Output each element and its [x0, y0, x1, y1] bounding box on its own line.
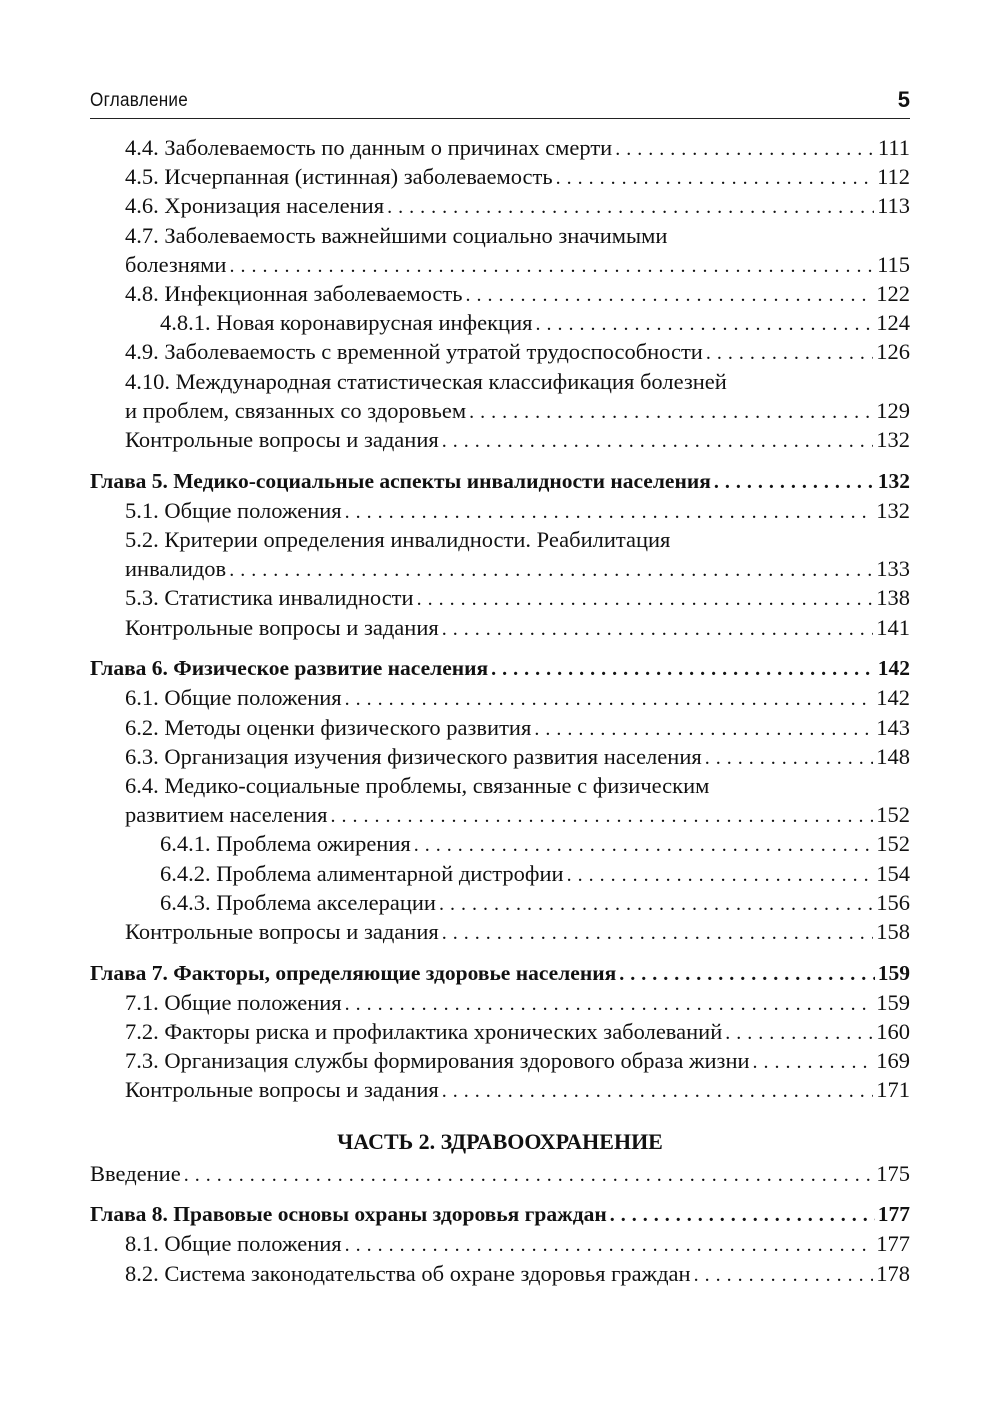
toc-entry-page: 152 [876, 802, 910, 828]
toc-entry[interactable] [90, 1046, 910, 1075]
toc-entry[interactable] [90, 221, 910, 250]
toc-entry-title: болезнями [125, 251, 227, 277]
toc-entry[interactable] [90, 367, 910, 396]
dot-leader [706, 339, 873, 368]
toc-entry[interactable] [90, 337, 910, 366]
toc-entry-continuation[interactable] [90, 800, 910, 829]
dot-leader [345, 990, 874, 1019]
toc-entry-title: 6.4.2. Проблема алиментарной дистрофии [160, 860, 564, 886]
toc-entry-title: 5.1. Общие положения [125, 497, 342, 523]
toc-entry[interactable] [90, 1229, 910, 1258]
toc-entry[interactable] [90, 162, 910, 191]
toc-chapter-title: Глава 7. Факторы, определяющие здоровье населения [90, 960, 617, 985]
toc-entry-title: Контрольные вопросы и задания [125, 1077, 439, 1103]
toc-entry-title: 6.2. Методы оценки физического развития [125, 714, 532, 740]
toc-entry-title: 4.5. Исчерпанная (истинная) заболеваемость [125, 164, 553, 190]
toc-entry-page: 178 [876, 1260, 910, 1286]
dot-leader [442, 919, 874, 948]
toc-entry-page: 115 [877, 251, 910, 277]
toc-entry-title: 7.3. Организация службы формирования здорового образа жизни [125, 1048, 750, 1074]
toc-entry-title: 4.8. Инфекционная заболеваемость [125, 280, 463, 306]
dot-leader [387, 193, 874, 222]
dot-leader [417, 585, 874, 614]
toc-entry-title: 6.4. Медико-социальные проблемы, связанные с физическим [125, 772, 710, 798]
toc-subentry[interactable] [90, 829, 910, 858]
dot-leader [442, 615, 874, 644]
toc-entry-title: инвалидов [125, 556, 227, 582]
toc-entry-title: 4.10. Международная статистическая классификация болезней [125, 368, 727, 394]
toc-entry-page: 148 [876, 743, 910, 769]
spacer [90, 1105, 910, 1121]
toc-chapter[interactable] [90, 959, 910, 988]
toc-entry[interactable] [90, 917, 910, 946]
toc-entry[interactable] [90, 425, 910, 454]
toc-entry[interactable] [90, 713, 910, 742]
toc-entry-page: 169 [876, 1048, 910, 1074]
toc-entry-title: и проблем, связанных со здоровьем [125, 397, 467, 423]
toc-chapter-title: Глава 6. Физическое развитие населения [90, 656, 489, 681]
toc-entry-page: 175 [876, 1160, 910, 1186]
dot-leader [229, 252, 874, 281]
toc-entry-title: 4.6. Хронизация населения [125, 193, 385, 219]
toc-entry[interactable] [90, 583, 910, 612]
toc-entry[interactable] [90, 683, 910, 712]
toc-entry-title: развитием населения [125, 802, 328, 828]
page-number: 5 [897, 87, 910, 112]
dot-leader [469, 398, 873, 427]
toc-entry[interactable] [90, 1159, 910, 1188]
toc-entry-page: 141 [876, 614, 910, 640]
toc-chapter[interactable] [90, 1200, 910, 1229]
dot-leader [610, 1201, 875, 1230]
toc-entry[interactable] [90, 988, 910, 1017]
dot-leader [705, 744, 874, 773]
toc-entry-page: 126 [876, 339, 910, 365]
toc-entry-title: 6.1. Общие положения [125, 685, 342, 711]
dot-leader [442, 1077, 874, 1106]
toc-entry-title: 6.3. Организация изучения физического развития населения [125, 743, 702, 769]
dot-leader [330, 802, 873, 831]
toc-entry-page: 138 [876, 585, 910, 611]
toc-entry-title: 5.2. Критерии определения инвалидности. Реабилитация [125, 526, 671, 552]
toc-entry[interactable] [90, 191, 910, 220]
toc-entry-page: 158 [876, 918, 910, 944]
toc-entry-continuation[interactable] [90, 250, 910, 279]
toc-entry-title: Контрольные вопросы и задания [125, 614, 439, 640]
dot-leader [753, 1048, 874, 1077]
toc-entry-page: 133 [876, 556, 910, 582]
toc-subentry[interactable] [90, 888, 910, 917]
toc-entry-title: 6.4.1. Проблема ожирения [160, 831, 411, 857]
toc-chapter[interactable] [90, 467, 910, 496]
toc-entry[interactable] [90, 1017, 910, 1046]
dot-leader [345, 1231, 874, 1260]
toc-entry-page: 132 [876, 497, 910, 523]
running-header [90, 84, 910, 119]
toc-entry[interactable] [90, 279, 910, 308]
toc-entry[interactable] [90, 496, 910, 525]
dot-leader [229, 556, 873, 585]
dot-leader [725, 1019, 873, 1048]
toc-entry-title: Контрольные вопросы и задания [125, 918, 439, 944]
toc-entry-page: 177 [876, 1231, 910, 1257]
toc-entry[interactable] [90, 1259, 910, 1288]
toc-entry-title: 6.4.3. Проблема акселерации [160, 889, 436, 915]
toc-entry-title: 4.4. Заболеваемость по данным о причинах смерти [125, 135, 613, 160]
toc-entry-title: Контрольные вопросы и задания [125, 426, 439, 452]
toc-chapter-title: Глава 8. Правовые основы охраны здоровья граждан [90, 1202, 607, 1227]
toc-entry-page: 171 [876, 1077, 910, 1103]
toc-entry-page: 159 [876, 989, 910, 1015]
dot-leader [414, 831, 874, 860]
toc-entry[interactable] [90, 613, 910, 642]
toc-entry-page: 142 [876, 685, 910, 711]
dot-leader [615, 135, 875, 164]
toc-chapter[interactable] [90, 654, 910, 683]
dot-leader [694, 1261, 874, 1290]
toc-entry-title: 8.1. Общие положения [125, 1231, 342, 1257]
dot-leader [184, 1161, 874, 1190]
toc-subentry[interactable] [90, 308, 910, 337]
toc-entry[interactable] [90, 133, 910, 162]
toc-entry[interactable] [90, 525, 910, 554]
toc-entry-title: 4.9. Заболеваемость с временной утратой трудоспособности [125, 339, 703, 365]
toc-entry-page: 177 [877, 1202, 910, 1227]
toc-entry-page: 160 [876, 1018, 910, 1044]
dot-leader [535, 310, 873, 339]
toc-entry-title: 5.3. Статистика инвалидности [125, 585, 414, 611]
toc-entry-page: 122 [876, 280, 910, 306]
toc-entry-title: 7.2. Факторы риска и профилактика хронических заболеваний [125, 1018, 723, 1044]
dot-leader [345, 498, 874, 527]
dot-leader [439, 890, 873, 919]
running-header-title: Оглавление [90, 90, 189, 111]
toc-entry-page: 124 [876, 310, 910, 336]
toc-entry[interactable] [90, 1075, 910, 1104]
toc-entry-page: 159 [877, 960, 910, 985]
toc-entry-page: 129 [876, 397, 910, 423]
dot-leader [442, 427, 874, 456]
toc-entry-title: 4.7. Заболеваемость важнейшими социально значимыми [125, 222, 668, 248]
toc-entry-page: 152 [876, 831, 910, 857]
toc-entry-continuation[interactable] [90, 554, 910, 583]
toc-chapter-title: Глава 5. Медико-социальные аспекты инвалидности населения [90, 468, 711, 493]
dot-leader [491, 655, 875, 684]
toc-entry[interactable] [90, 742, 910, 771]
toc-entry[interactable] [90, 771, 910, 800]
toc-entry-continuation[interactable] [90, 396, 910, 425]
toc-entry-title: 7.1. Общие положения [125, 989, 342, 1015]
toc-entry-page: 154 [876, 860, 910, 886]
table-of-contents [90, 133, 910, 1288]
toc-entry-title: 8.2. Система законодательства об охране здоровья граждан [125, 1260, 691, 1286]
part-heading[interactable]: ЧАСТЬ 2. ЗДРАВООХРАНЕНИЕ [337, 1128, 663, 1154]
toc-entry-page: 113 [877, 193, 910, 219]
toc-entry-page: 142 [877, 656, 910, 681]
toc-entry-page: 132 [877, 468, 910, 493]
toc-entry-page: 112 [877, 164, 910, 190]
toc-entry-title: Введение [90, 1160, 181, 1186]
dot-leader [567, 861, 874, 890]
toc-entry-page: 111 [877, 135, 910, 160]
toc-entry-page: 143 [876, 714, 910, 740]
toc-subentry[interactable] [90, 859, 910, 888]
toc-entry-page: 156 [876, 889, 910, 915]
dot-leader [345, 685, 874, 714]
dot-leader [714, 468, 875, 497]
dot-leader [619, 960, 875, 989]
toc-entry-page: 132 [876, 426, 910, 452]
dot-leader [465, 281, 873, 310]
dot-leader [534, 715, 873, 744]
dot-leader [556, 164, 874, 193]
toc-entry-title: 4.8.1. Новая коронавирусная инфекция [160, 310, 533, 336]
